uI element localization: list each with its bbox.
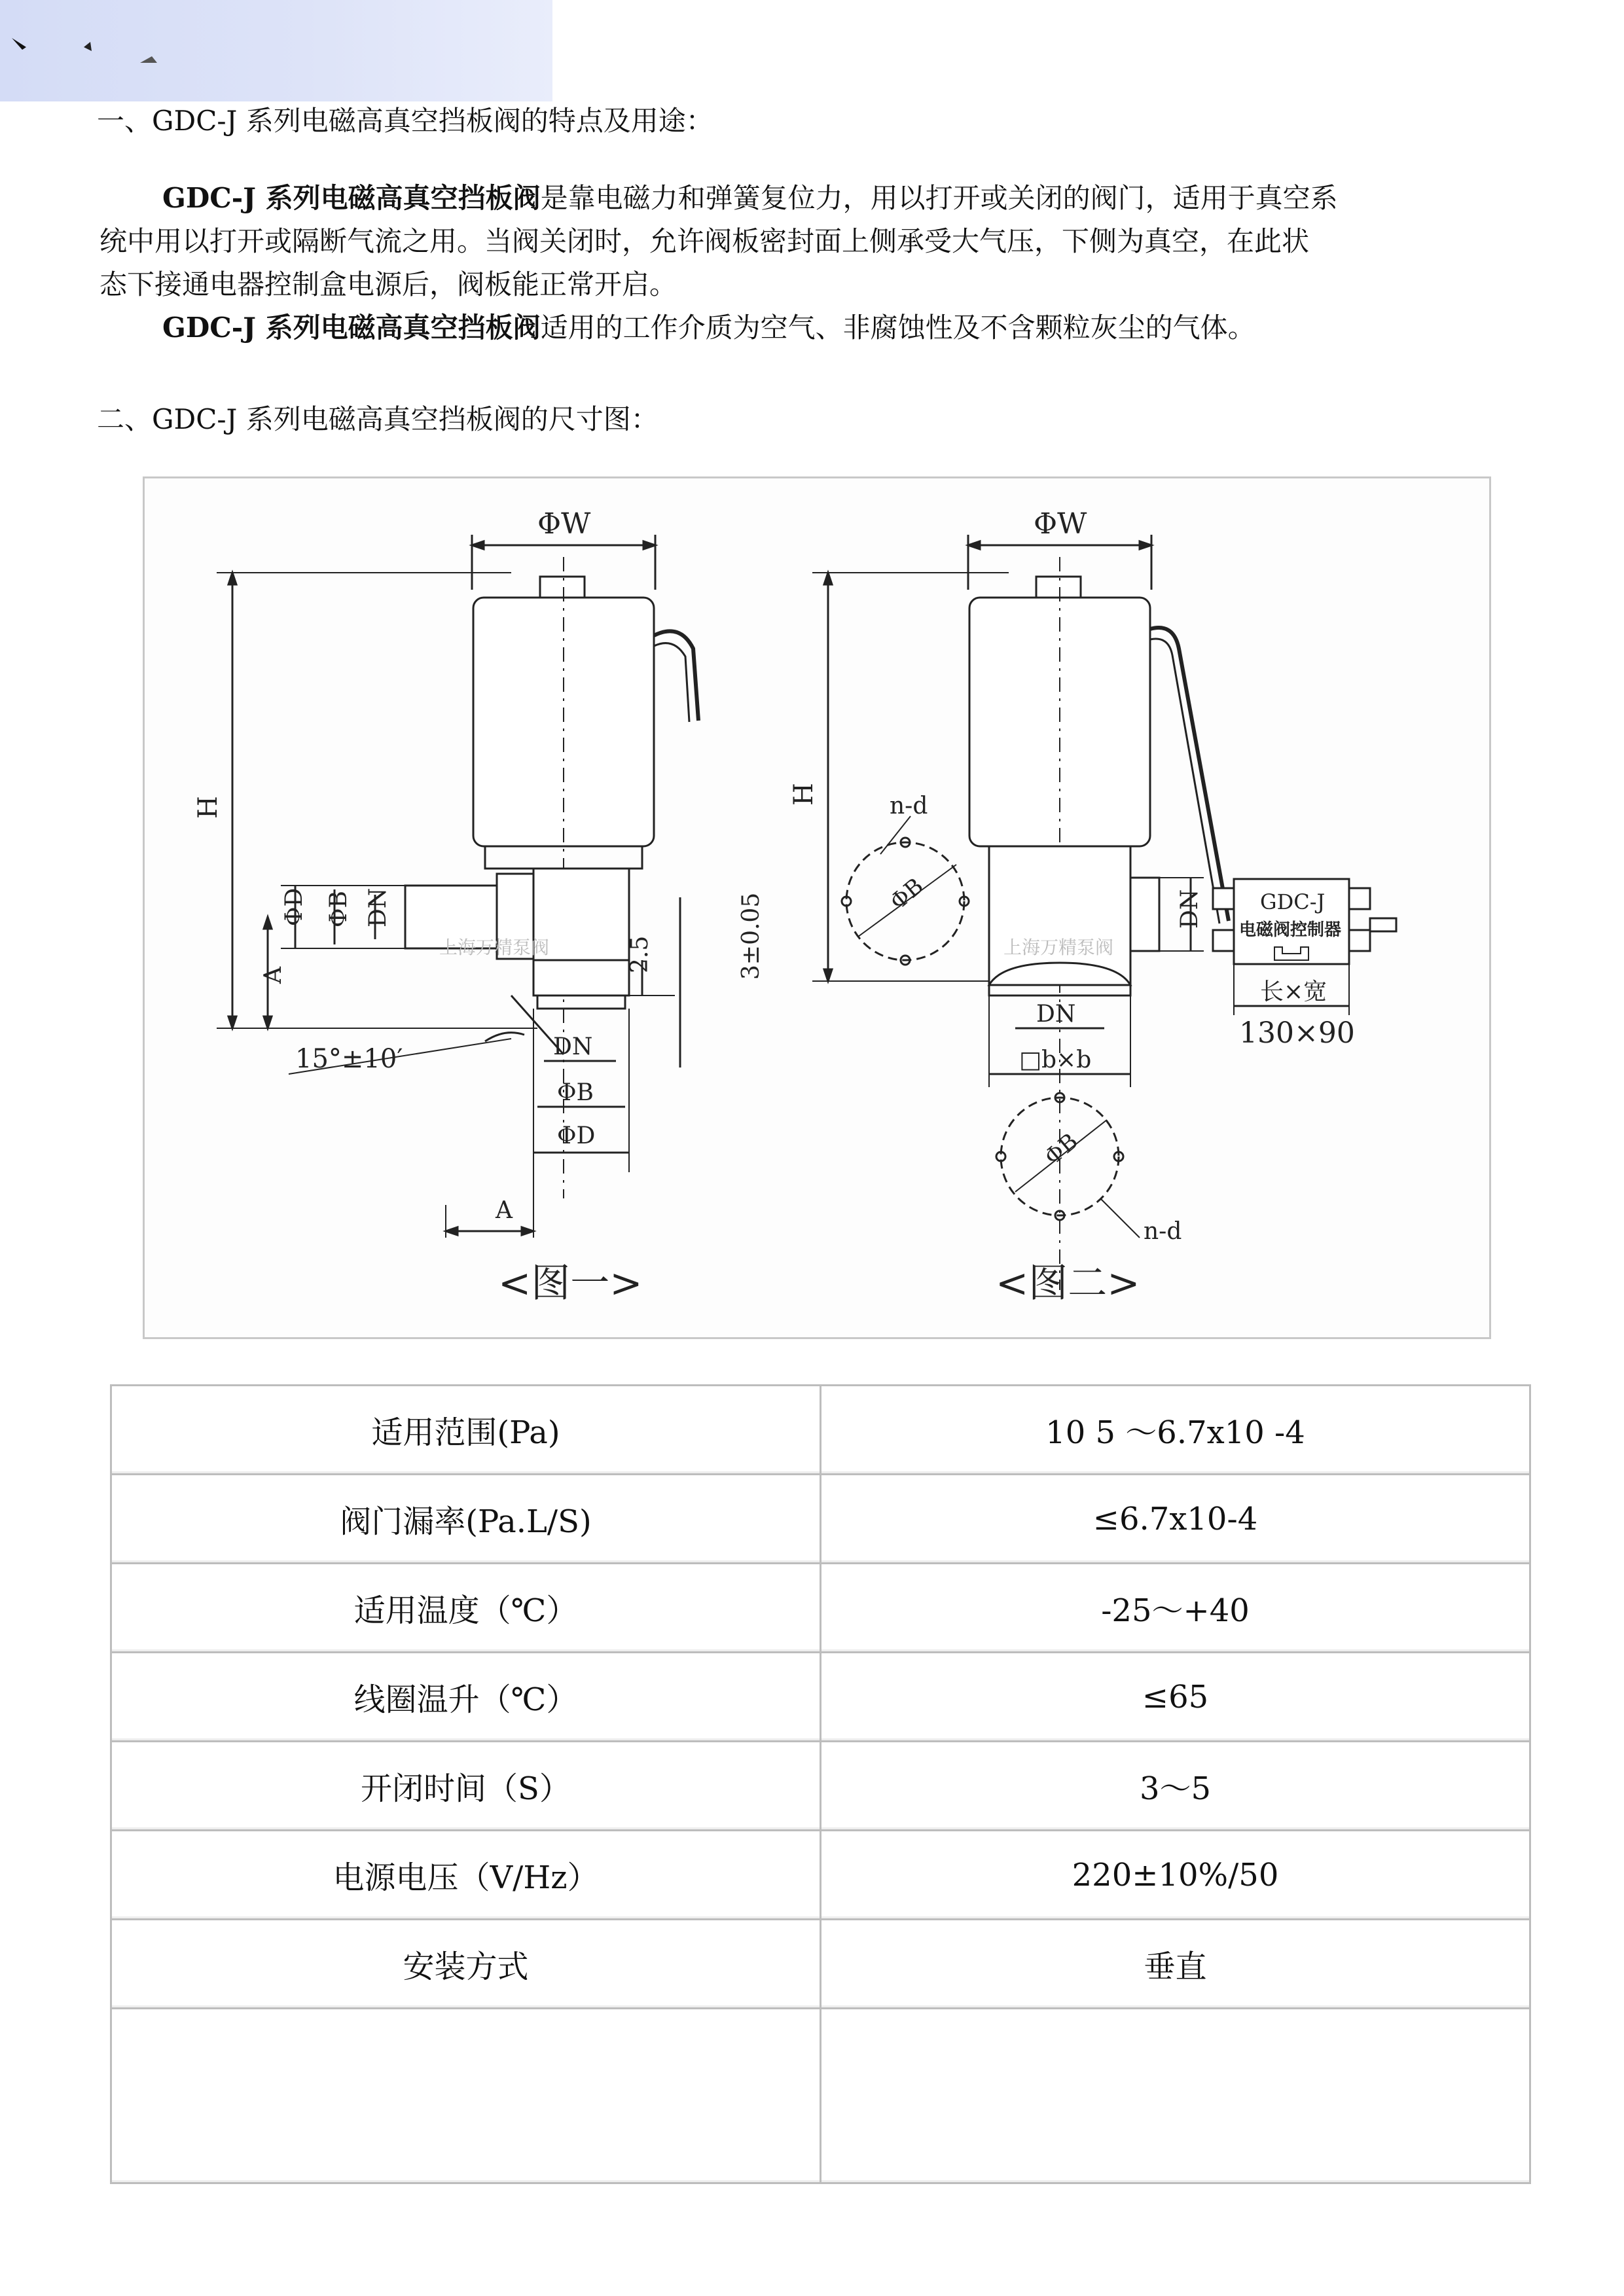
product-name-bold-2: GDC-J 系列电磁高真空挡板阀 xyxy=(162,312,541,344)
table-row xyxy=(111,1564,1530,1653)
fig1-dim-2-5: 2.5 xyxy=(626,935,653,973)
fig1-bottom-dn: DN xyxy=(553,1033,593,1060)
spec-value xyxy=(821,2009,1530,2183)
section1-heading: 一、GDC-J 系列电磁高真空挡板阀的特点及用途： xyxy=(97,105,713,137)
fig1-angle-label: 15°±10′ xyxy=(295,1044,403,1074)
table-row xyxy=(111,1653,1530,1742)
spec-value: ≤65 xyxy=(821,1653,1530,1742)
figure-2-valve xyxy=(789,507,1229,1306)
table-row xyxy=(111,1831,1530,1920)
spec-label: 适用温度（℃） xyxy=(111,1564,821,1653)
fig2-bottom-flange-phi-b: ΦB xyxy=(1039,1128,1083,1171)
fig2-nd-top: n-d xyxy=(890,793,928,819)
fig1-phi-b-label: ΦB xyxy=(325,891,352,927)
controller-dims-value: 130×90 xyxy=(1239,1016,1355,1050)
spec-label: 安装方式 xyxy=(111,1920,821,2009)
para1-line2: 统中用以打开或隔断气流之用。当阀关闭时，允许阀板密封面上侧承受大气压，下侧为真空，在此状 xyxy=(99,225,1310,257)
table-row-empty xyxy=(111,2009,1530,2183)
table-row xyxy=(111,1475,1530,1564)
fig1-phi-d-label: ΦD xyxy=(281,888,308,926)
fig2-flange-phi-b: ΦB xyxy=(885,872,929,916)
logo-marks-icon xyxy=(0,0,196,101)
fig1-bottom-phi-d: ΦD xyxy=(557,1122,596,1149)
fig2-bottom-dn: DN xyxy=(1036,1001,1076,1028)
fig1-bottom-phi-b: ΦB xyxy=(557,1079,594,1106)
spec-value: 220±10%/50 xyxy=(821,1831,1530,1920)
fig1-h-label: H xyxy=(193,796,223,819)
table-row xyxy=(111,1386,1530,1475)
fig2-caption: <图二> xyxy=(996,1261,1140,1306)
fig1-caption: <图一> xyxy=(498,1261,643,1306)
spec-value: -25～+40 xyxy=(821,1564,1530,1653)
spec-label: 阀门漏率(Pa.L/S) xyxy=(111,1475,821,1564)
spec-value: ≤6.7x10-4 xyxy=(821,1475,1530,1564)
section1-paragraph-1 xyxy=(99,177,1540,350)
fig1-dim-3: 3±0.05 xyxy=(738,892,765,980)
controller-title: GDC-J xyxy=(1260,889,1326,914)
controller-box xyxy=(1213,879,1396,1050)
fig2-side-dn: DN xyxy=(1176,889,1203,929)
product-name-bold: GDC-J 系列电磁高真空挡板阀 xyxy=(162,182,541,214)
fig1-phi-w-label: ΦW xyxy=(537,507,591,541)
controller-subtitle: 电磁阀控制器 xyxy=(1239,920,1342,940)
corner-logo-badge xyxy=(0,0,552,101)
para1-line3: 态下接通电器控制盒电源后，阀板能正常开启。 xyxy=(99,268,677,300)
dimension-drawing xyxy=(143,476,1491,1339)
spec-value: 10 5 ～6.7x10 -4 xyxy=(821,1386,1530,1475)
spec-label: 开闭时间（S） xyxy=(111,1742,821,1831)
para1-line1: 是靠电磁力和弹簧复位力，用以打开或关闭的阀门，适用于真空系 xyxy=(540,182,1338,214)
spec-table xyxy=(110,1384,1531,2184)
spec-label: 线圈温升（℃） xyxy=(111,1653,821,1742)
fig1-dn-label: DN xyxy=(365,888,391,927)
fig2-phi-w-label: ΦW xyxy=(1034,507,1087,541)
table-row xyxy=(111,1920,1530,2009)
fig2-square-label: □b×b xyxy=(1019,1047,1092,1073)
figure-1-valve xyxy=(193,507,765,1306)
controller-dims-label: 长×宽 xyxy=(1260,978,1327,1005)
section2-heading: 二、GDC-J 系列电磁高真空挡板阀的尺寸图： xyxy=(97,403,659,435)
spec-value: 3～5 xyxy=(821,1742,1530,1831)
spec-value: 垂直 xyxy=(821,1920,1530,2009)
spec-label xyxy=(111,2009,821,2183)
table-row xyxy=(111,1742,1530,1831)
fig2-h-label: H xyxy=(789,783,819,806)
spec-label: 适用范围(Pa) xyxy=(111,1386,821,1475)
fig1-a-vertical-label: A xyxy=(260,967,287,984)
fig2-nd-bottom: n-d xyxy=(1144,1218,1182,1245)
fig1-watermark: 上海万精泵阀 xyxy=(439,937,550,958)
fig2-watermark: 上海万精泵阀 xyxy=(1003,937,1114,958)
fig1-bottom-a: A xyxy=(496,1197,513,1224)
para2-rest: 适用的工作介质为空气、非腐蚀性及不含颗粒灰尘的气体。 xyxy=(540,312,1255,344)
spec-label: 电源电压（V/Hz） xyxy=(111,1831,821,1920)
